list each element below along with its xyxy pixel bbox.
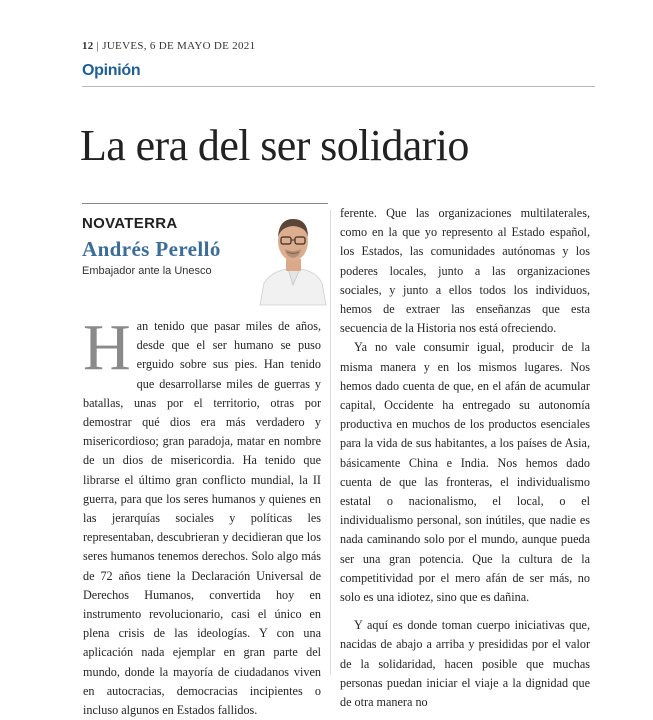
article-paragraph: Ya no vale consumir igual, producir de la misma manera y en los mismos lugares. Nos hemos dado cuenta de que, en el afán de acumular capital, Occidente ha entregado su autonomía productiva en muchos de los productos esenciales para la vida de sus habitantes, a los países de Asia, básicamente China e India. Nos hemos dado cuenta de que las fronteras, el individualismo estatal o nacionalismo, el local, o el individualismo personal, son inútiles, que nadie es nada caminando solo por el mundo, aunque pueda ser una gran potencia. Que la cultura de la competitividad por el mero afán de ser más, no solo es una idiotez, sino que es dañina. xyxy=(340,340,590,605)
page-number: 12 xyxy=(82,40,94,52)
article-paragraph: Y aquí es donde toman cuerpo iniciativas que, nacidas de abajo a arriba y presididas por el valor de la solidaridad, hacen posible que muchas personas puedan iniciar el viaje a la dignidad que de otra manera no xyxy=(340,618,590,710)
column-divider xyxy=(330,210,331,675)
article-headline: La era del ser solidario xyxy=(80,121,469,170)
issue-date: JUEVES, 6 DE MAYO DE 2021 xyxy=(102,40,256,52)
page-header xyxy=(82,40,255,52)
article-paragraph: ferente. Que las organizaciones multilaterales, como en la que yo represento al Estado español, los Estados, las comunidades autónomas y los poderes locales, junto a las organizaciones sociales, y junto a ellos todos los individuos, hemos de extraer las enseñanzas que esta secuencia de la Historia nos está ofreciendo. xyxy=(340,206,590,336)
author-name: Andrés Perelló xyxy=(82,237,221,261)
author-block xyxy=(82,203,330,313)
section-divider xyxy=(82,86,595,87)
author-portrait xyxy=(258,205,328,305)
article-paragraph: an tenido que pasar miles de años, desde que el ser humano se puso erguido sobre sus pies. Han tenido que desarrollarse miles de guerras y batallas, unas por el territorio, otras por demostrar qué dios era más verdadero y misericordioso; gran paradoja, matar en nombre de un dios de misericordia. Ha tenido que librarse el último gran conflicto mundial, la II guerra, para que los seres humanos y quienes en las jerarquías sociales y políticas les representaban, descubrieran y decidieran que los seres humanos tenemos derechos. Solo algo más de 72 años tiene la Declaración Universal de Derechos Humanos, convertida hoy en instrumento revolucionario, casi el único en plena crisis de las ideologías. Y con una aplicación nada ejemplar en gran parte del mundo, donde la mayoría de ciudadanos viven en autocracias, democracias incipientes o incluso algunos en Estados fallidos. xyxy=(83,319,321,718)
author-role: Embajador ante la Unesco xyxy=(82,265,212,277)
article-column-2 xyxy=(340,204,590,712)
drop-cap: H xyxy=(83,311,131,384)
section-label: Opinión xyxy=(82,62,141,79)
column-name: NOVATERRA xyxy=(82,215,178,232)
article-column-1 xyxy=(83,311,321,720)
header-separator: | xyxy=(96,40,103,52)
author-divider xyxy=(82,203,328,204)
